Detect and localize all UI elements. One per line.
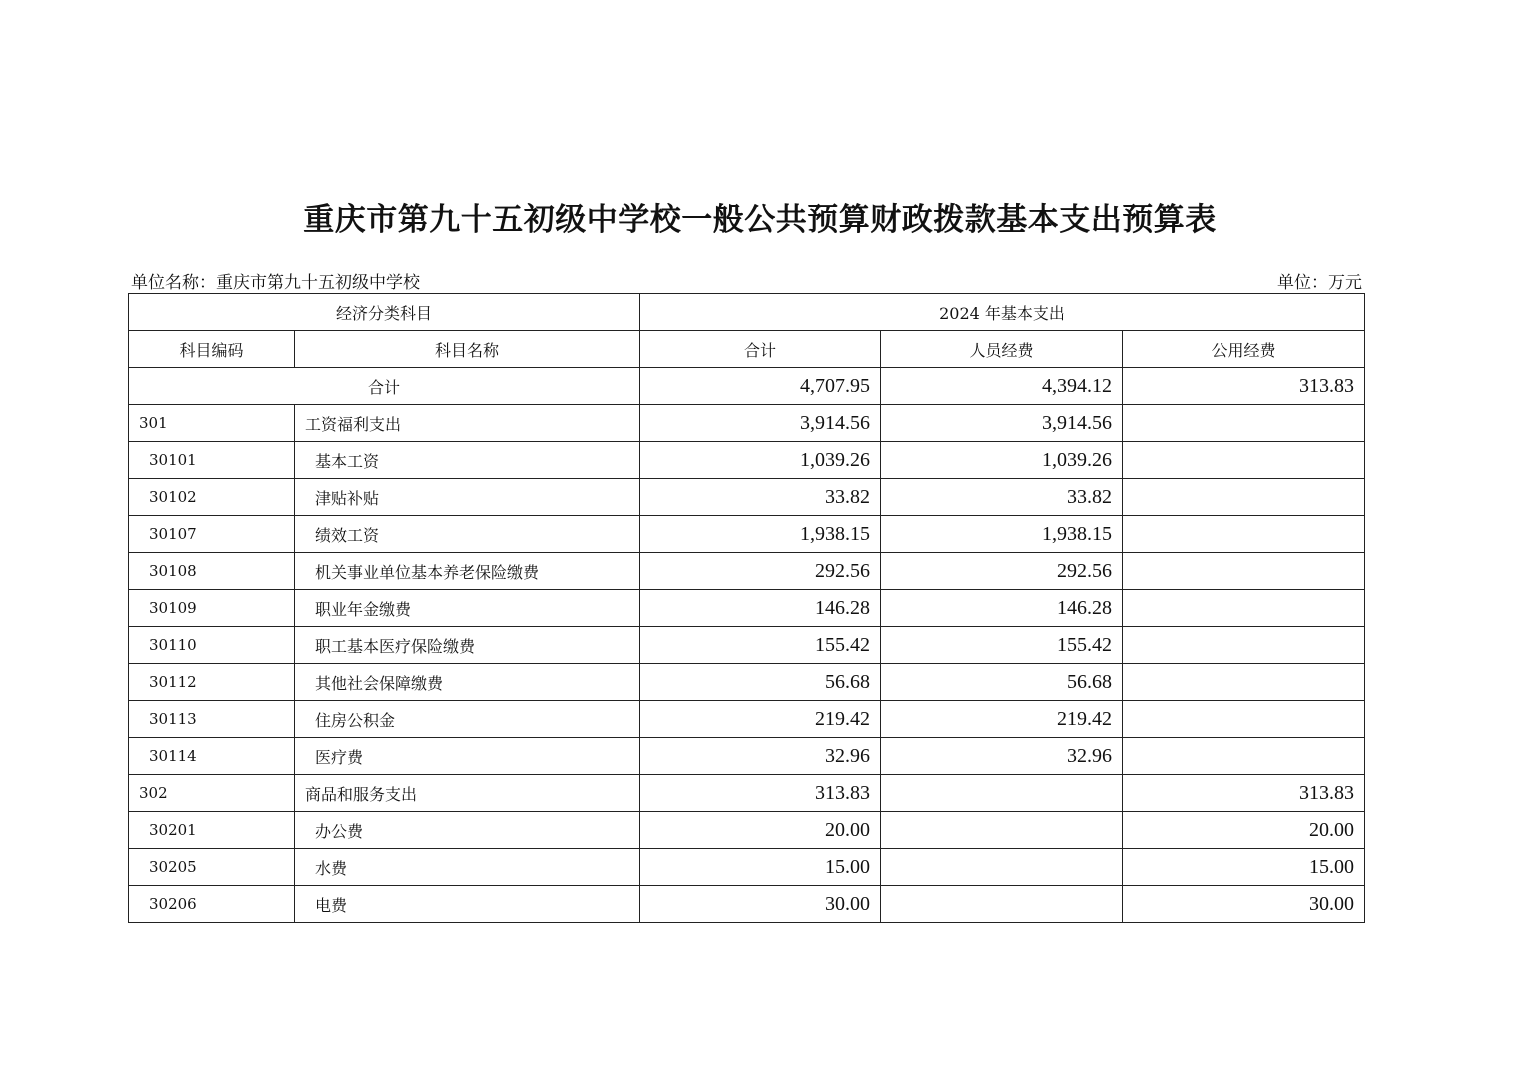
row-personnel — [881, 849, 1123, 886]
column-header-row — [129, 331, 1365, 368]
row-public: 15.00 — [1123, 849, 1365, 886]
row-name: 职工基本医疗保险缴费 — [295, 627, 640, 664]
group-header-row — [129, 294, 1365, 331]
row-total: 155.42 — [640, 627, 881, 664]
total-row-label: 合计 — [129, 368, 640, 405]
row-code: 30205 — [129, 849, 295, 886]
row-total: 30.00 — [640, 886, 881, 923]
row-total: 32.96 — [640, 738, 881, 775]
table-row — [129, 590, 1365, 627]
row-name: 医疗费 — [295, 738, 640, 775]
table-row — [129, 886, 1365, 923]
row-name: 商品和服务支出 — [295, 775, 640, 812]
table-row — [129, 812, 1365, 849]
row-code: 30113 — [129, 701, 295, 738]
table-row — [129, 516, 1365, 553]
row-personnel: 33.82 — [881, 479, 1123, 516]
row-name: 绩效工资 — [295, 516, 640, 553]
row-name: 水费 — [295, 849, 640, 886]
row-code: 30101 — [129, 442, 295, 479]
row-personnel: 155.42 — [881, 627, 1123, 664]
row-public — [1123, 701, 1365, 738]
row-name: 电费 — [295, 886, 640, 923]
row-code: 30110 — [129, 627, 295, 664]
total-row-personnel: 4,394.12 — [881, 368, 1123, 405]
row-personnel: 3,914.56 — [881, 405, 1123, 442]
row-public — [1123, 516, 1365, 553]
column-header-name: 科目名称 — [295, 331, 640, 368]
row-total: 1,039.26 — [640, 442, 881, 479]
row-total: 56.68 — [640, 664, 881, 701]
row-code: 30201 — [129, 812, 295, 849]
group-header-economic-classification: 经济分类科目 — [129, 294, 640, 331]
row-code: 301 — [129, 405, 295, 442]
column-header-total: 合计 — [640, 331, 881, 368]
row-name: 基本工资 — [295, 442, 640, 479]
row-total: 292.56 — [640, 553, 881, 590]
table-row — [129, 405, 1365, 442]
row-code: 30109 — [129, 590, 295, 627]
row-personnel: 1,938.15 — [881, 516, 1123, 553]
column-header-code: 科目编码 — [129, 331, 295, 368]
table-row — [129, 701, 1365, 738]
table-row — [129, 775, 1365, 812]
row-public: 30.00 — [1123, 886, 1365, 923]
row-code: 30107 — [129, 516, 295, 553]
row-code: 30102 — [129, 479, 295, 516]
row-public — [1123, 479, 1365, 516]
unit-label: 单位：万元 — [1277, 273, 1362, 293]
table-row — [129, 442, 1365, 479]
row-code: 30114 — [129, 738, 295, 775]
row-total: 219.42 — [640, 701, 881, 738]
row-total: 15.00 — [640, 849, 881, 886]
row-personnel: 292.56 — [881, 553, 1123, 590]
row-personnel — [881, 775, 1123, 812]
row-public: 20.00 — [1123, 812, 1365, 849]
row-name: 职业年金缴费 — [295, 590, 640, 627]
group-header-basic-expenditure: 2024 年基本支出 — [640, 294, 1365, 331]
row-public — [1123, 442, 1365, 479]
row-public: 313.83 — [1123, 775, 1365, 812]
row-code: 302 — [129, 775, 295, 812]
page-title: 重庆市第九十五初级中学校一般公共预算财政拨款基本支出预算表 — [303, 202, 1217, 238]
row-personnel: 32.96 — [881, 738, 1123, 775]
row-total: 3,914.56 — [640, 405, 881, 442]
column-header-public: 公用经费 — [1123, 331, 1365, 368]
table-row — [129, 627, 1365, 664]
row-personnel — [881, 812, 1123, 849]
row-total: 146.28 — [640, 590, 881, 627]
total-row-total: 4,707.95 — [640, 368, 881, 405]
row-name: 机关事业单位基本养老保险缴费 — [295, 553, 640, 590]
row-public — [1123, 627, 1365, 664]
row-personnel: 146.28 — [881, 590, 1123, 627]
row-code: 30206 — [129, 886, 295, 923]
row-name: 办公费 — [295, 812, 640, 849]
row-name: 其他社会保障缴费 — [295, 664, 640, 701]
row-public — [1123, 738, 1365, 775]
total-row-public: 313.83 — [1123, 368, 1365, 405]
column-header-personnel: 人员经费 — [881, 331, 1123, 368]
row-personnel: 56.68 — [881, 664, 1123, 701]
row-total: 33.82 — [640, 479, 881, 516]
row-total: 313.83 — [640, 775, 881, 812]
row-total: 20.00 — [640, 812, 881, 849]
budget-table — [128, 293, 1365, 923]
row-personnel: 219.42 — [881, 701, 1123, 738]
row-personnel: 1,039.26 — [881, 442, 1123, 479]
row-name: 津贴补贴 — [295, 479, 640, 516]
unit-name: 单位名称：重庆市第九十五初级中学校 — [131, 273, 420, 293]
row-personnel — [881, 886, 1123, 923]
row-code: 30108 — [129, 553, 295, 590]
row-name: 工资福利支出 — [295, 405, 640, 442]
table-row — [129, 738, 1365, 775]
table-row — [129, 664, 1365, 701]
row-public — [1123, 553, 1365, 590]
row-code: 30112 — [129, 664, 295, 701]
table-row — [129, 849, 1365, 886]
row-public — [1123, 405, 1365, 442]
table-row — [129, 553, 1365, 590]
row-public — [1123, 664, 1365, 701]
row-name: 住房公积金 — [295, 701, 640, 738]
row-public — [1123, 590, 1365, 627]
row-total: 1,938.15 — [640, 516, 881, 553]
table-row — [129, 479, 1365, 516]
total-row — [129, 368, 1365, 405]
